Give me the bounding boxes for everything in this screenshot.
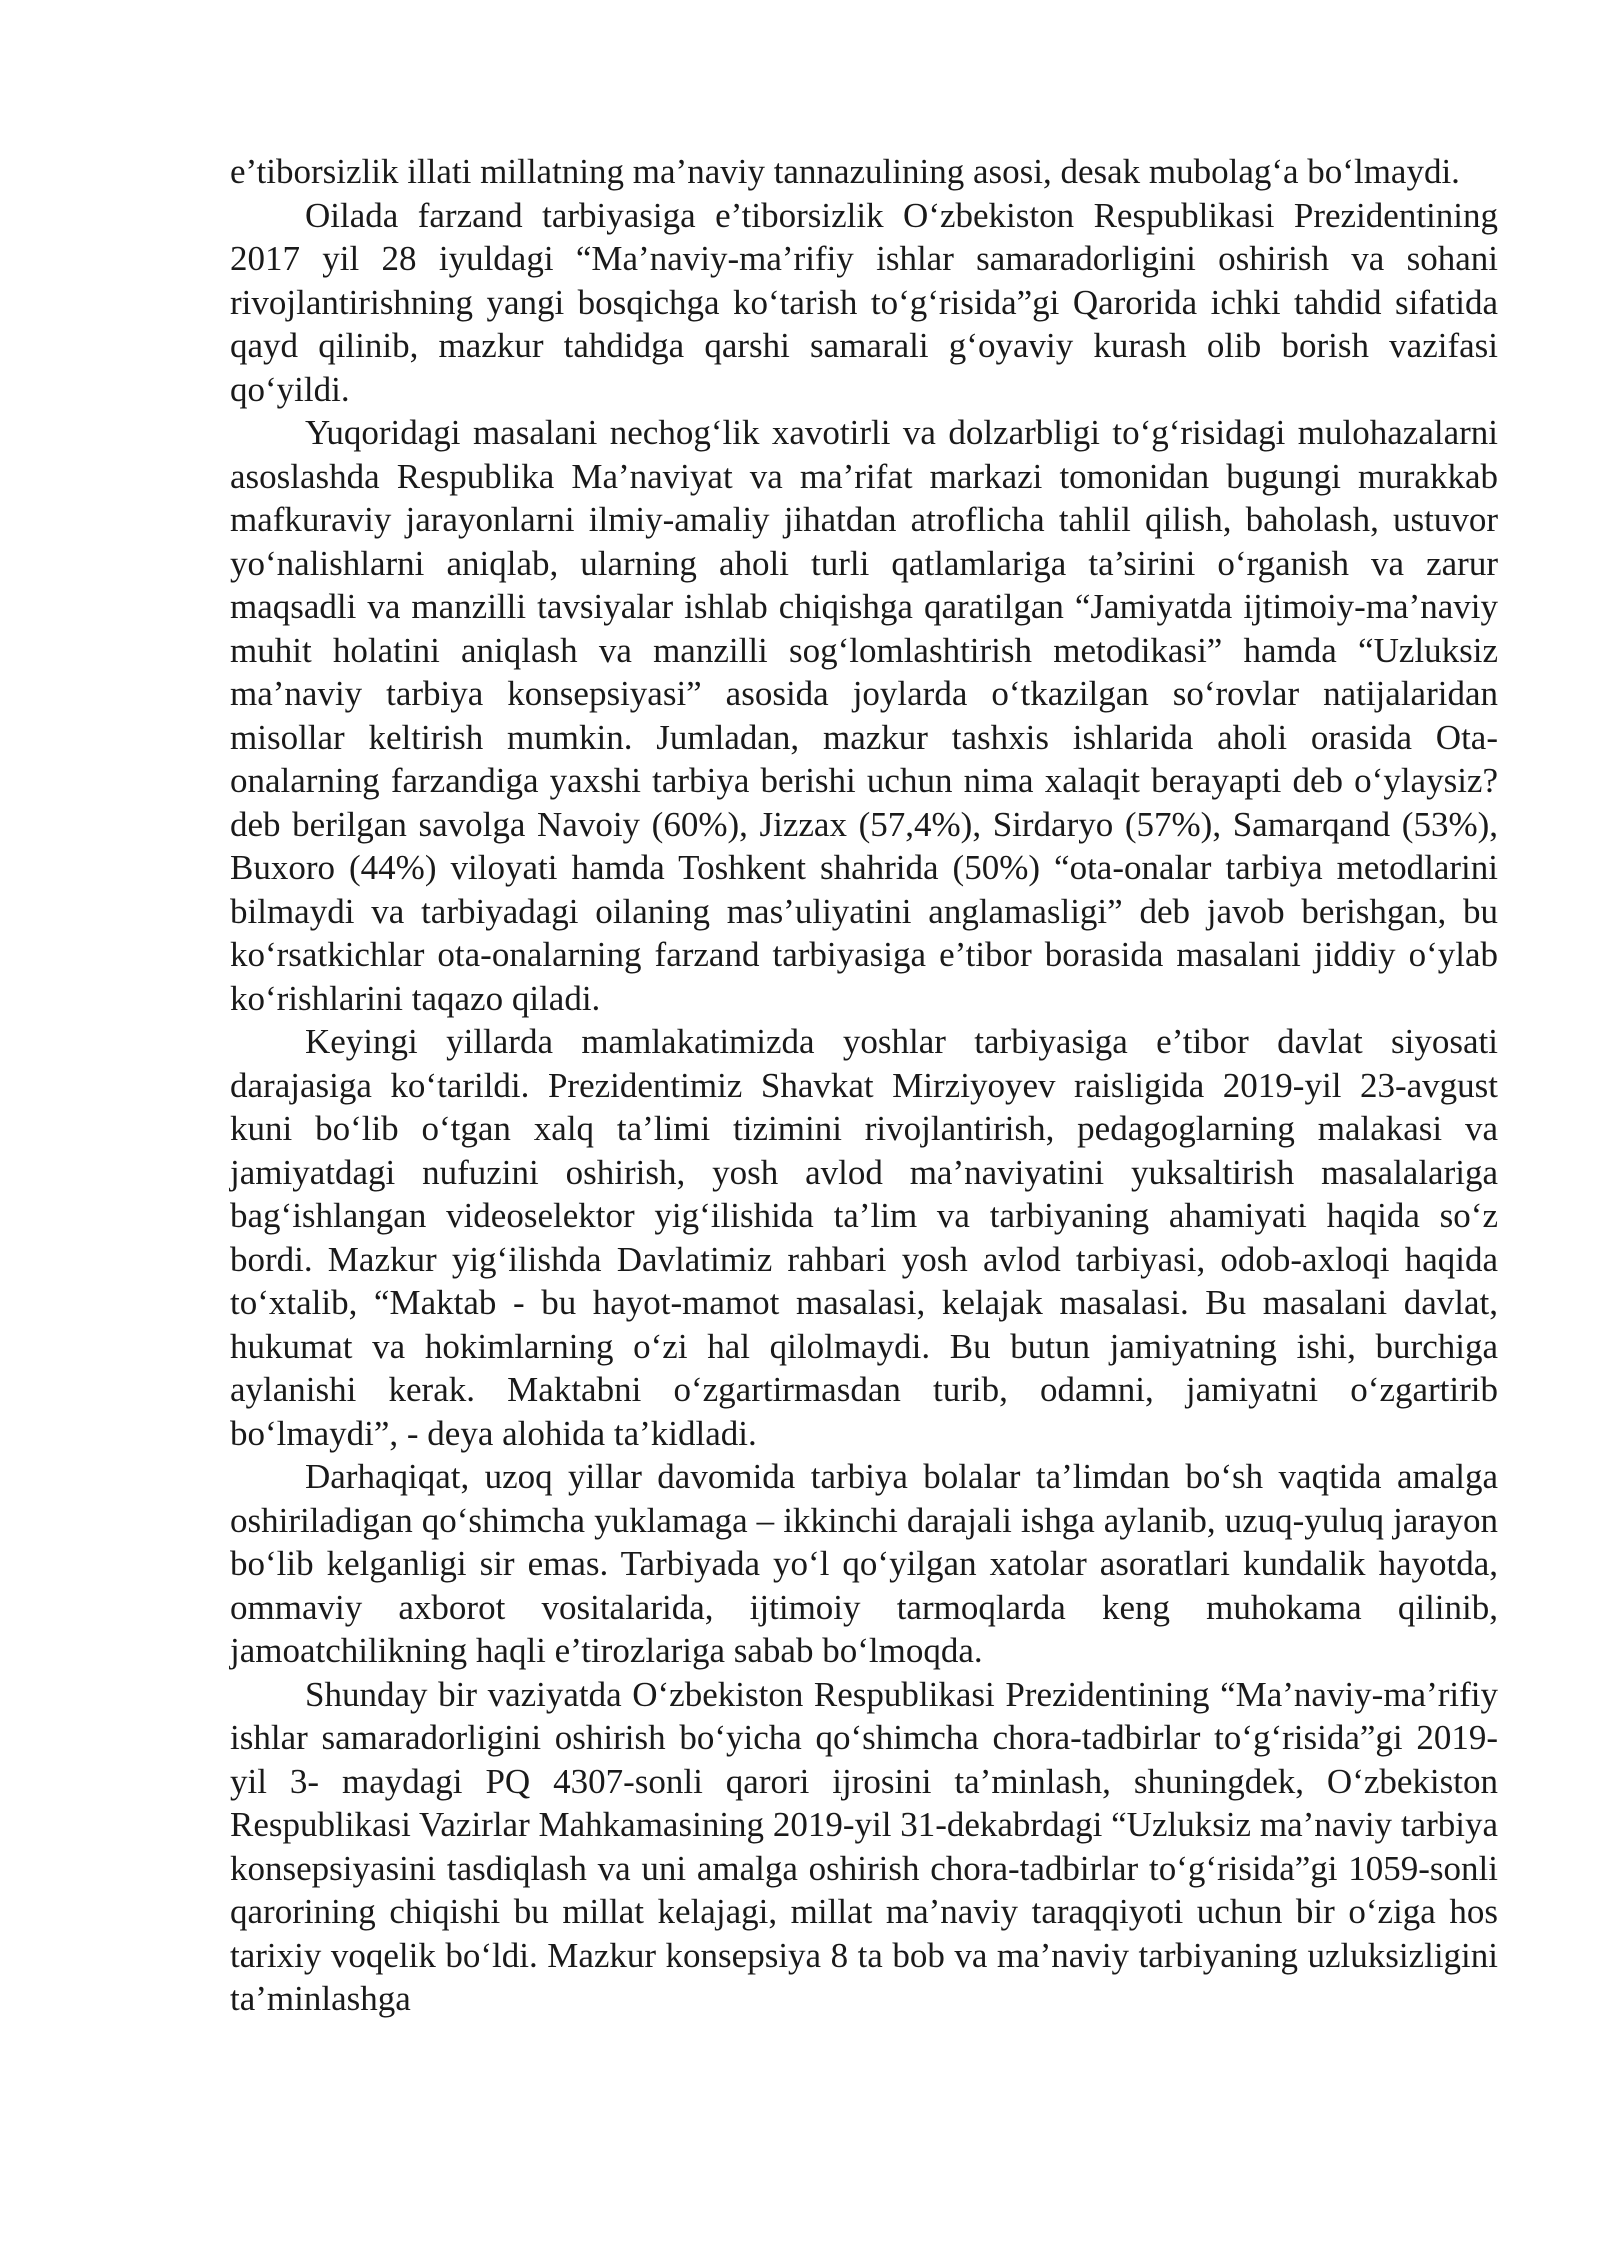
paragraph: Keyingi yillarda mamlakatimizda yoshlar tarbiyasiga e’tibor davlat siyosati darajasiga ko‘tarildi. Prezidentimiz Shavkat Mirziyoyev raisligida 2019-yil 23-avgust kuni bo‘lib o‘tgan xalq ta’limi tizimini rivojlantirish, pedagoglarning malakasi va jamiyatdagi nufuzini oshirish, yosh avlod ma’naviyatini yuksaltirish masalalariga bag‘ishlangan videoselektor yig‘ilishida ta’lim va tarbiyaning ahamiyati haqida so‘z bordi. Mazkur yig‘ilishda Davlatimiz rahbari yosh avlod tarbiyasi, odob-axloqi haqida to‘xtalib, “Maktab - bu hayot-mamot masalasi, kelajak masalasi. Bu masalani davlat, hukumat va hokimlarning o‘zi hal qilolmaydi. Bu butun jamiyatning ishi, burchiga aylanishi kerak. Maktabni o‘zgartirmasdan turib, odamni, jamiyatni o‘zgartirib bo‘lmaydi”, - deya alohida ta’kidladi. bbox=[230, 1022, 1498, 1453]
document-page bbox=[230, 150, 1498, 2021]
paragraph-continuation: e’tiborsizlik illati millatning ma’naviy tannazulining asosi, desak mubolag‘a bo‘lmaydi. bbox=[230, 152, 1460, 191]
paragraph: Darhaqiqat, uzoq yillar davomida tarbiya bolalar ta’limdan bo‘sh vaqtida amalga oshiriladigan qo‘shimcha yuklamaga – ikkinchi darajali ishga aylanib, uzuq-yuluq jarayon bo‘lib kelganligi sir emas. Tarbiyada yo‘l qo‘yilgan xatolar asoratlari kundalik hayotda, ommaviy axborot vositalarida, ijtimoiy tarmoqlarda keng muhokama qilinib, jamoatchilikning haqli e’tirozlariga sabab bo‘lmoqda. bbox=[230, 1457, 1498, 1670]
paragraph: Shunday bir vaziyatda O‘zbekiston Respublikasi Prezidentining “Ma’naviy-ma’rifiy ishlar samaradorligini oshirish bo‘yicha qo‘shimcha chora-tadbirlar to‘g‘risida”gi 2019-yil 3- maydagi PQ 4307-sonli qarori ijrosini ta’minlash, shuningdek, O‘zbekiston Respublikasi Vazirlar Mahkamasining 2019-yil 31-dekabrdagi “Uzluksiz ma’naviy tarbiya konsepsiyasini tasdiqlash va uni amalga oshirish chora-tadbirlar to‘g‘risida”gi 1059-sonli qarorining chiqishi bu millat kelajagi, millat ma’naviy taraqqiyoti uchun bir o‘ziga hos tarixiy voqelik bo‘ldi. Mazkur konsepsiya 8 ta bob va ma’naviy tarbiyaning uzluksizligini ta’minlashga bbox=[230, 1674, 1498, 2018]
paragraph: Yuqoridagi masalani nechog‘lik xavotirli va dolzarbligi to‘g‘risidagi mulohazalarni asoslashda Respublika Ma’naviyat va ma’rifat markazi tomonidan bugungi murakkab mafkuraviy jarayonlarni ilmiy-amaliy jihatdan atroflicha tahlil qilish, baholash, ustuvor yo‘nalishlarni aniqlab, ularning aholi turli qatlamlariga ta’sirini o‘rganish va zarur maqsadli va manzilli tavsiyalar ishlab chiqishga qaratilgan “Jamiyatda ijtimoiy-ma’naviy muhit holatini aniqlash va manzilli sog‘lomlashtirish metodikasi” hamda “Uzluksiz ma’naviy tarbiya konsepsiyasi” asosida joylarda o‘tkazilgan so‘rovlar natijalaridan misollar keltirish mumkin. Jumladan, mazkur tashxis ishlarida aholi orasida Ota-onalarning farzandiga yaxshi tarbiya berishi uchun nima xalaqit berayapti deb o‘ylaysiz? deb berilgan savolga Navoiy (60%), Jizzax (57,4%), Sirdaryo (57%), Samarqand (53%), Buxoro (44%) viloyati hamda Toshkent shahrida (50%) “ota-onalar tarbiya metodlarini bilmaydi va tarbiyadagi oilaning mas’uliyatini anglamasligi” deb javob berishgan, bu ko‘rsatkichlar ota-onalarning farzand tarbiyasiga e’tibor borasida masalani jiddiy o‘ylab ko‘rishlarini taqazo qiladi. bbox=[230, 413, 1498, 1018]
paragraph: Oilada farzand tarbiyasiga e’tiborsizlik O‘zbekiston Respublikasi Prezidentining 2017 yil 28 iyuldagi “Ma’naviy-ma’rifiy ishlar samaradorligini oshirish va sohani rivojlantirishning yangi bosqichga ko‘tarish to‘g‘risida”gi Qarorida ichki tahdid sifatida qayd qilinib, mazkur tahdidga qarshi samarali g‘oyaviy kurash olib borish vazifasi qo‘yildi. bbox=[230, 195, 1498, 409]
